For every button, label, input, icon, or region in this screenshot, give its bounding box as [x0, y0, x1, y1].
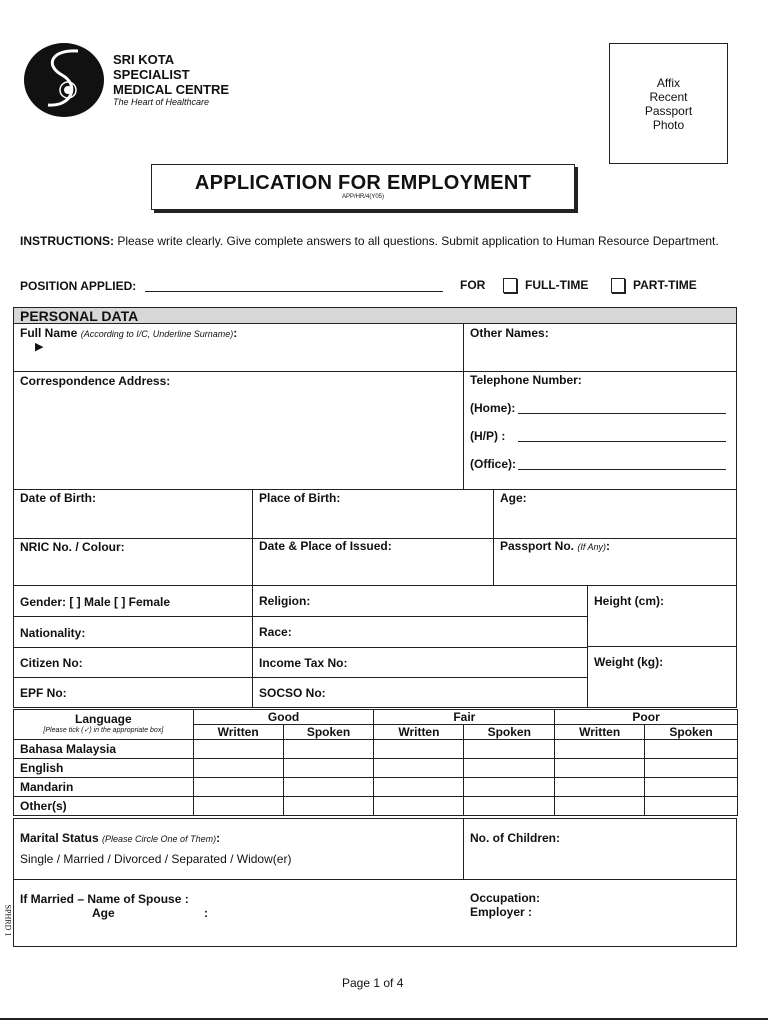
home-phone-input[interactable] — [518, 399, 726, 414]
citizen-label: Citizen No: — [20, 656, 83, 670]
language-table — [13, 709, 738, 816]
tick-cell[interactable] — [555, 740, 645, 759]
good-header: Good — [193, 710, 374, 725]
title-box — [151, 164, 575, 210]
epf-label: EPF No: — [20, 686, 67, 700]
tick-cell[interactable] — [193, 778, 283, 797]
nric-label: NRIC No. / Colour: — [20, 540, 125, 554]
weight-label: Weight (kg): — [594, 655, 664, 669]
spouse-age-colon: : — [204, 906, 208, 920]
tick-cell[interactable] — [193, 797, 283, 816]
occupation-label: Occupation: — [470, 891, 541, 905]
marital-options[interactable]: Single / Married / Divorced / Separated / Widow(er) — [20, 852, 292, 866]
full-name-label: Full Name (According to I/C, Underline Surname): — [20, 326, 238, 340]
office-label: (Office): — [470, 457, 516, 471]
table-row — [14, 740, 738, 759]
spouse-cell[interactable] — [13, 879, 737, 947]
page-number: Page 1 of 4 — [342, 976, 404, 990]
other-names-label: Other Names: — [470, 326, 549, 340]
passport-photo-box: Affix Recent Passport Photo — [609, 43, 728, 164]
good-spoken-header: Spoken — [283, 725, 374, 740]
telephone-label: Telephone Number: — [470, 373, 582, 387]
tick-cell[interactable] — [645, 778, 738, 797]
hp-label: (H/P) : — [470, 429, 506, 443]
race-cell[interactable] — [252, 616, 588, 648]
age-cell[interactable] — [493, 489, 737, 539]
passport-label: Passport No. (If Any): — [500, 539, 611, 553]
employer-label: Employer : — [470, 905, 533, 919]
tick-cell[interactable] — [374, 740, 464, 759]
tick-cell[interactable] — [645, 759, 738, 778]
for-label: FOR — [460, 278, 486, 292]
fair-header: Fair — [374, 710, 555, 725]
instructions: INSTRUCTIONS: Please write clearly. Give complete answers to all questions. Submit application to Human Resource Department. — [20, 234, 719, 248]
tick-cell[interactable] — [193, 759, 283, 778]
good-written-header: Written — [193, 725, 283, 740]
religion-label: Religion: — [259, 594, 311, 608]
tick-cell[interactable] — [374, 797, 464, 816]
language-name: Mandarin — [14, 778, 194, 797]
tick-cell[interactable] — [464, 740, 555, 759]
tick-cell[interactable] — [645, 740, 738, 759]
age-label: Age: — [500, 491, 527, 505]
tick-cell[interactable] — [193, 740, 283, 759]
form-code: APP/HR/4(Y05) — [341, 194, 384, 200]
position-input[interactable] — [145, 278, 443, 292]
language-name: English — [14, 759, 194, 778]
address-label: Correspondence Address: — [20, 374, 171, 388]
nationality-label: Nationality: — [20, 626, 86, 640]
spouse-age-label: Age — [92, 906, 115, 920]
address-cell[interactable] — [13, 371, 464, 490]
logo-icon — [22, 41, 106, 119]
race-label: Race: — [259, 625, 292, 639]
full-time-checkbox[interactable] — [503, 278, 517, 293]
tick-cell[interactable] — [283, 759, 374, 778]
children-label: No. of Children: — [470, 831, 560, 845]
pob-label: Place of Birth: — [259, 491, 341, 505]
marital-label: Marital Status (Please Circle One of Them): — [20, 831, 221, 845]
gender-label[interactable]: Gender: [ ] Male [ ] Female — [20, 595, 171, 609]
tick-cell[interactable] — [555, 759, 645, 778]
full-time-label: FULL-TIME — [525, 278, 589, 292]
tick-cell[interactable] — [374, 759, 464, 778]
hp-input[interactable] — [518, 427, 726, 442]
tick-cell[interactable] — [645, 797, 738, 816]
part-time-label: PART-TIME — [633, 278, 697, 292]
tick-cell[interactable] — [374, 778, 464, 797]
marital-cell — [13, 818, 464, 880]
table-row — [14, 778, 738, 797]
socso-label: SOCSO No: — [259, 686, 326, 700]
fair-spoken-header: Spoken — [464, 725, 555, 740]
tick-cell[interactable] — [464, 778, 555, 797]
height-label: Height (cm): — [594, 594, 664, 608]
part-time-checkbox[interactable] — [611, 278, 625, 293]
tick-cell[interactable] — [283, 778, 374, 797]
footer-divider — [0, 1018, 768, 1020]
home-label: (Home): — [470, 401, 516, 415]
language-name: Bahasa Malaysia — [14, 740, 194, 759]
poor-header: Poor — [555, 710, 738, 725]
office-phone-input[interactable] — [518, 455, 726, 470]
income-tax-label: Income Tax No: — [259, 656, 348, 670]
poor-written-header: Written — [555, 725, 645, 740]
table-row — [14, 797, 738, 816]
tick-cell[interactable] — [555, 778, 645, 797]
arrow-icon: ▶ — [35, 341, 44, 353]
tick-cell[interactable] — [283, 797, 374, 816]
spouse-label: If Married – Name of Spouse : — [20, 892, 189, 906]
language-name: Other(s) — [14, 797, 194, 816]
tick-cell[interactable] — [283, 740, 374, 759]
tick-cell[interactable] — [464, 759, 555, 778]
language-header-cell: Language [Please tick (✓) in the appropriate box] — [14, 710, 194, 740]
side-code: SPHRD 1 — [3, 904, 13, 937]
children-cell[interactable] — [463, 818, 737, 880]
fair-written-header: Written — [374, 725, 464, 740]
issued-label: Date & Place of Issued: — [259, 539, 392, 553]
tick-cell[interactable] — [555, 797, 645, 816]
tick-cell[interactable] — [464, 797, 555, 816]
table-row — [14, 759, 738, 778]
dob-label: Date of Birth: — [20, 491, 96, 505]
page-title: APPLICATION FOR EMPLOYMENT — [194, 172, 532, 194]
position-label: POSITION APPLIED: — [20, 279, 137, 293]
tagline: The Heart of Healthcare — [113, 97, 210, 107]
organization-name: SRI KOTA SPECIALIST MEDICAL CENTRE — [113, 52, 230, 97]
poor-spoken-header: Spoken — [645, 725, 738, 740]
personal-data-header: PERSONAL DATA — [13, 307, 737, 324]
